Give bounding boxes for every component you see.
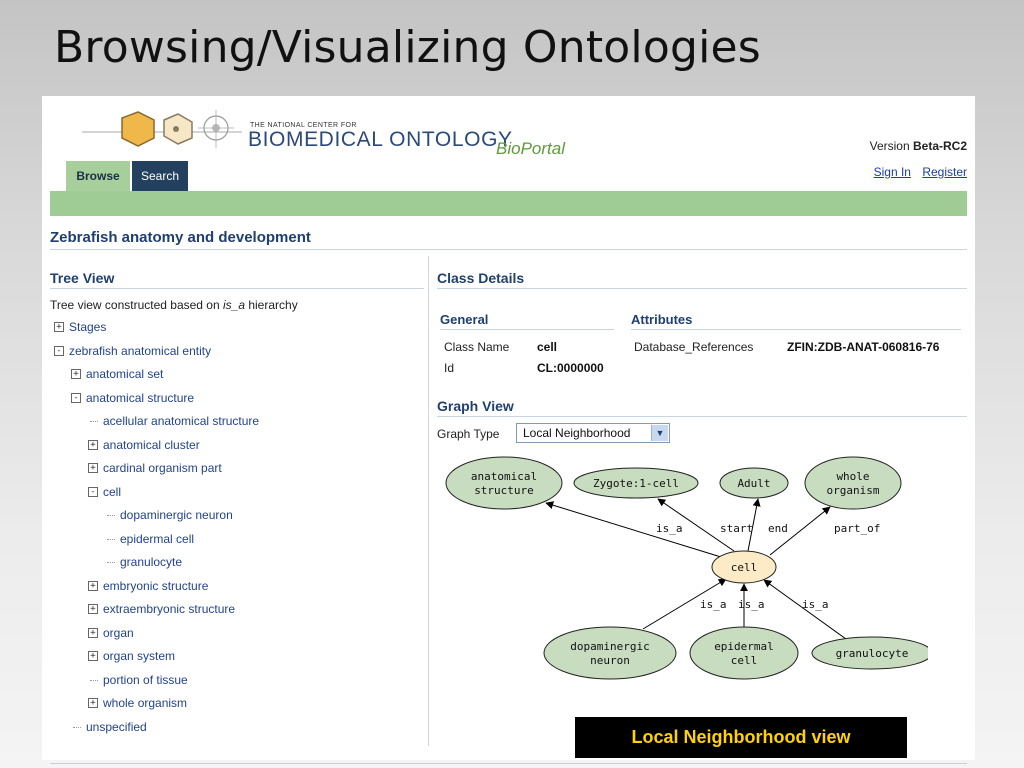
attribute-label: Database_References	[634, 340, 754, 354]
graph-node-label: organism	[826, 484, 880, 497]
tree-node[interactable]: zebrafish anatomical entity	[69, 344, 212, 358]
logo-title: BIOMEDICAL ONTOLOGY	[248, 128, 513, 151]
edge-label: is_a	[700, 598, 727, 611]
edge-label: is_a	[738, 598, 765, 611]
divider	[50, 249, 967, 250]
tab-search[interactable]: Search	[132, 161, 188, 191]
column-divider	[428, 256, 429, 746]
auth-links	[866, 165, 967, 179]
graph-node-epidermal-cell[interactable]	[690, 627, 798, 679]
tree-connector	[90, 421, 98, 422]
divider	[50, 288, 424, 289]
graph-node-label: whole	[836, 470, 870, 483]
collapse-icon[interactable]: -	[88, 487, 98, 497]
expand-icon[interactable]: +	[88, 440, 98, 450]
tree-node[interactable]: cell	[103, 485, 122, 499]
bioportal-logo[interactable]	[82, 102, 565, 162]
nav-bar	[50, 191, 967, 216]
register-link[interactable]: Register	[922, 165, 967, 179]
expand-icon[interactable]: +	[88, 628, 98, 638]
tree-node[interactable]: epidermal cell	[120, 532, 195, 546]
logo-app-name: BioPortal	[496, 139, 565, 158]
tree-node[interactable]: anatomical set	[86, 367, 164, 381]
tree-node[interactable]: dopaminergic neuron	[120, 508, 233, 522]
id-value: CL:0000000	[537, 361, 604, 375]
tree-node[interactable]: portion of tissue	[103, 673, 188, 687]
ontology-title: Zebrafish anatomy and development	[50, 229, 311, 246]
edge-label: is_a	[656, 522, 683, 535]
tree-node[interactable]: whole organism	[103, 696, 188, 710]
tree-view-heading: Tree View	[50, 270, 115, 286]
tree-node[interactable]: acellular anatomical structure	[103, 414, 260, 428]
logo-subtitle: THE NATIONAL CENTER FOR	[250, 122, 357, 129]
version-info	[870, 139, 967, 153]
expand-icon[interactable]: +	[71, 369, 81, 379]
divider	[437, 288, 967, 289]
class-name-label: Class Name	[444, 340, 510, 354]
attributes-heading: Attributes	[631, 312, 693, 327]
tree-connector	[107, 539, 115, 540]
graph-node-dopaminergic-neuron[interactable]	[544, 627, 676, 679]
edge-label: start	[720, 522, 754, 535]
graph-node-anatomical-structure[interactable]	[446, 457, 562, 509]
general-heading: General	[440, 312, 489, 327]
edge-is_a	[546, 503, 721, 557]
tree-node[interactable]: unspecified	[86, 720, 147, 734]
tree-node[interactable]: Stages	[69, 320, 107, 334]
edge-label: end	[768, 522, 788, 535]
expand-icon[interactable]: +	[88, 604, 98, 614]
tree-view-description: Tree view constructed based on is_a hierarchy	[50, 298, 298, 312]
graph-type-label: Graph Type	[437, 427, 500, 441]
attribute-value: ZFIN:ZDB-ANAT-060816-76	[787, 340, 940, 354]
expand-icon[interactable]: +	[88, 581, 98, 591]
ncbo-logo-icon	[82, 102, 242, 158]
tree-connector	[107, 515, 115, 516]
tree-connector	[73, 727, 81, 728]
version-label: Version	[869, 139, 910, 153]
graph-node-whole-organism[interactable]	[805, 457, 901, 509]
divider	[440, 329, 614, 330]
sign-in-link[interactable]: Sign In	[873, 165, 911, 179]
expand-icon[interactable]: +	[88, 651, 98, 661]
class-name-value: cell	[537, 340, 558, 354]
graph-node-label: Adult	[737, 477, 771, 490]
graph-node-label: granulocyte	[835, 647, 909, 660]
chevron-down-icon[interactable]: ▼	[651, 425, 668, 441]
neighborhood-graph	[438, 451, 928, 691]
footer-divider	[50, 763, 967, 764]
expand-icon[interactable]: +	[54, 322, 64, 332]
browser-screenshot	[42, 96, 975, 760]
tree-node[interactable]: organ	[103, 626, 134, 640]
callout-label: Local Neighborhood view	[575, 717, 907, 758]
graph-node-label: cell	[730, 654, 758, 667]
graph-view-heading: Graph View	[437, 398, 514, 414]
edge-label: part_of	[834, 522, 881, 535]
id-label: Id	[444, 361, 455, 375]
expand-icon[interactable]: +	[88, 463, 98, 473]
collapse-icon[interactable]: -	[54, 346, 64, 356]
tab-browse[interactable]: Browse	[66, 161, 130, 191]
tree-node[interactable]: anatomical structure	[86, 391, 195, 405]
divider	[631, 329, 961, 330]
graph-type-value: Local Neighborhood	[523, 426, 631, 440]
graph-node-label: Zygote:1-cell	[592, 477, 680, 490]
graph-node-label: neuron	[590, 654, 630, 667]
tree-node[interactable]: extraembryonic structure	[103, 602, 236, 616]
slide-title: Browsing/Visualizing Ontologies	[54, 22, 761, 73]
tree-node[interactable]: granulocyte	[120, 555, 183, 569]
graph-node-label: structure	[474, 484, 534, 497]
graph-node-label: epidermal	[714, 640, 774, 653]
expand-icon[interactable]: +	[88, 698, 98, 708]
divider	[437, 416, 967, 417]
version-value: Beta-RC2	[912, 139, 967, 153]
tree-node[interactable]: organ system	[103, 649, 176, 663]
class-details-heading: Class Details	[437, 270, 525, 286]
graph-node-label: cell	[730, 561, 758, 574]
tree-node[interactable]: cardinal organism part	[103, 461, 222, 475]
graph-node-label: dopaminergic	[570, 640, 650, 653]
tree-connector	[90, 680, 98, 681]
tree-node[interactable]: anatomical cluster	[103, 438, 200, 452]
edge-label: is_a	[802, 598, 829, 611]
graph-type-select[interactable]	[516, 423, 670, 443]
tree-connector	[107, 562, 115, 563]
collapse-icon[interactable]: -	[71, 393, 81, 403]
graph-node-label: anatomical	[470, 470, 538, 483]
tree-node[interactable]: embryonic structure	[103, 579, 209, 593]
